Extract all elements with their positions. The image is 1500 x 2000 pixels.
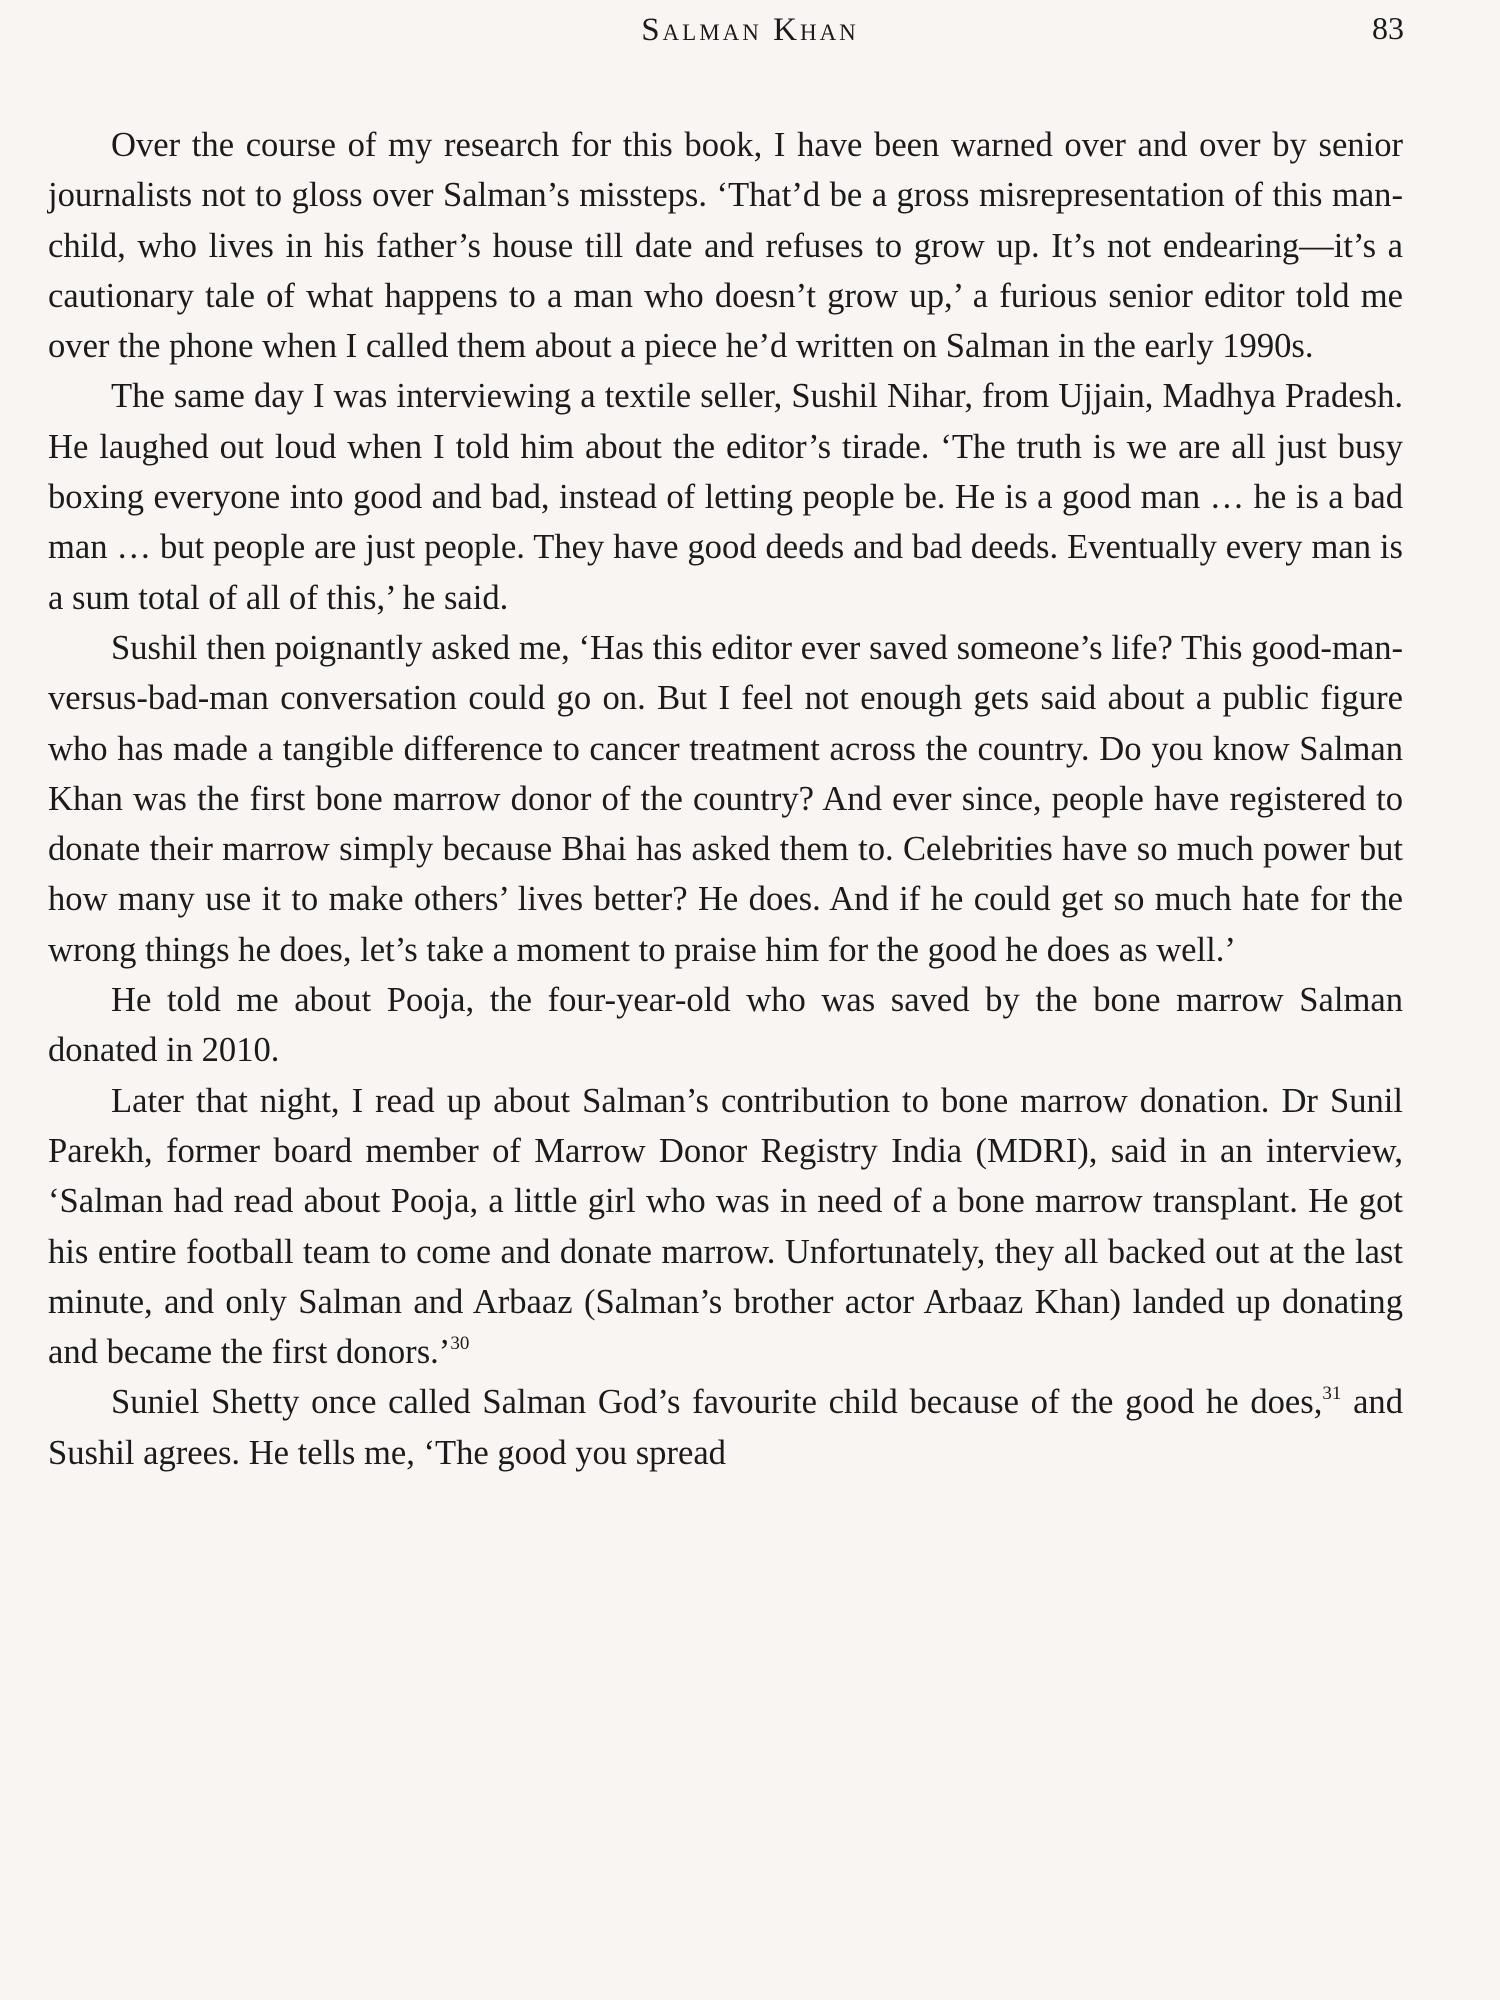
- paragraph-6-text-before: Suniel Shetty once called Salman God’s favourite child because of the good he does,: [111, 1383, 1323, 1422]
- paragraph-6-text-after: and Sushil agrees. He tells me, ‘The good you spread: [48, 1383, 1403, 1472]
- footnote-marker-31: 31: [1322, 1383, 1342, 1405]
- paragraph-5-text: Later that night, I read up about Salman’s contribution to bone marrow donation. Dr Sunil Parekh, former board member of Marrow Donor Registry India (MDRI), said in an interview, ‘Salman had read about Pooja, a little girl who was in need of a bone marrow transplant. He got his entire football team to come and donate marrow. Unfortunately, they all backed out at the last minute, and only Salman and Arbaaz (Salman’s brother actor Arbaaz Khan) landed up donating and became the first donors.’: [48, 1081, 1403, 1372]
- paragraph-2: The same day I was interviewing a textile seller, Sushil Nihar, from Ujjain, Madhya Pradesh. He laughed out loud when I told him about the editor’s tirade. ‘The truth is we are all just busy boxing everyone into good and bad, instead of letting people be. He is a good man … he is a bad man … but people are just people. They have good deeds and bad deeds. Eventually every man is a sum total of all of this,’ he said.: [48, 377, 1403, 617]
- running-head: [0, 6, 1500, 56]
- body-text: [48, 120, 1403, 1478]
- paragraph-3: Sushil then poignantly asked me, ‘Has this editor ever saved someone’s life? This good-man-versus-bad-man conversation could go on. But I feel not enough gets said about a public figure who has made a tangible difference to cancer treatment across the country. Do you know Salman Khan was the first bone marrow donor of the country? And ever since, people have registered to donate their marrow simply because Bhai has asked them to. Celebrities have so much power but how many use it to make others’ lives better? He does. And if he could get so much hate for the wrong things he does, let’s take a moment to praise him for the good he does as well.’: [48, 628, 1403, 969]
- paragraph-5: [48, 1076, 1403, 1378]
- running-head-title: Salman Khan: [641, 12, 859, 48]
- footnote-marker-30: 30: [450, 1333, 470, 1355]
- page-number: 83: [1372, 10, 1404, 46]
- paragraph-4: He told me about Pooja, the four-year-old who was saved by the bone marrow Salman donated in 2010.: [48, 981, 1403, 1070]
- paragraph-6: [48, 1377, 1403, 1478]
- paragraph-1: Over the course of my research for this book, I have been warned over and over by senior journalists not to gloss over Salman’s missteps. ‘That’d be a gross misrepresentation of this man-child, who lives in his father’s house till date and refuses to grow up. It’s not endearing—it’s a cautionary tale of what happens to a man who doesn’t grow up,’ a furious senior editor told me over the phone when I called them about a piece he’d written on Salman in the early 1990s.: [48, 126, 1403, 366]
